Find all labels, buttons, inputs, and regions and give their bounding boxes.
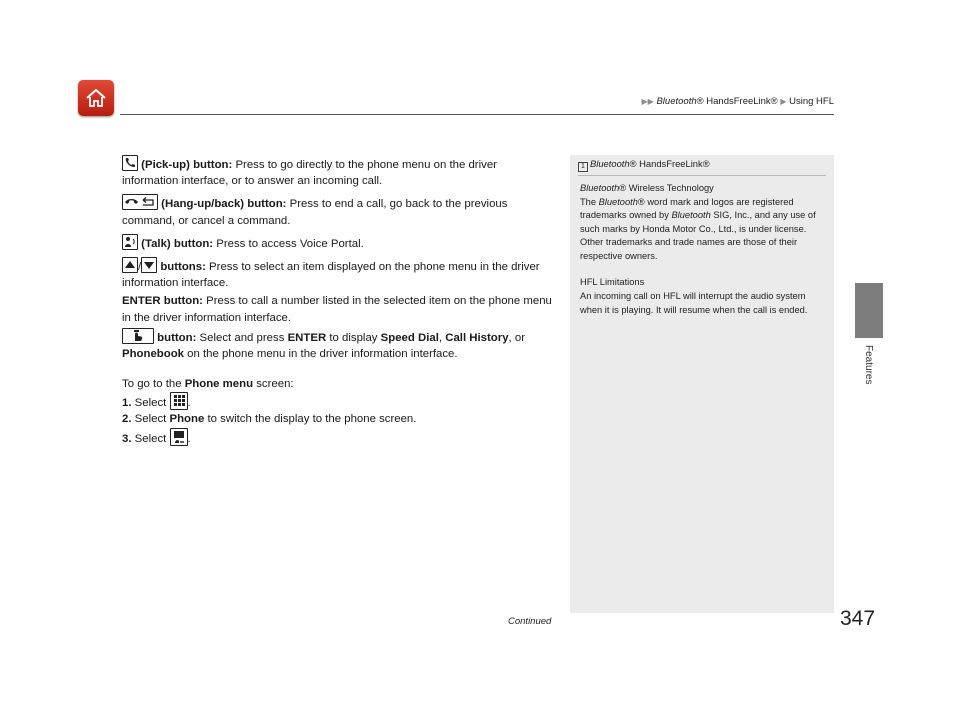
updown-paragraph: / buttons: Press to select an item displayed on the phone menu in the driver information interface. xyxy=(122,257,552,291)
pickup-key xyxy=(122,155,138,171)
step-1: 1. Select . xyxy=(122,392,552,411)
note-p2: The Bluetooth® word mark and logos are registered trademarks owned by Bluetooth SIG, Inc., and any use of such marks by Honda Motor Co., Ltd., is under license. Other trademarks and trade names are those of their respective owners. xyxy=(580,196,816,261)
hangup-back-icon xyxy=(123,195,157,209)
section-tab-label: Features xyxy=(863,345,874,385)
section-tab[interactable] xyxy=(855,283,883,338)
phone-pickup-icon xyxy=(123,156,137,170)
goto-paragraph: To go to the Phone menu screen: xyxy=(122,378,294,391)
talk-icon xyxy=(123,235,137,249)
phone-screen-icon xyxy=(171,429,187,445)
note-p3-title: HFL Limitations xyxy=(580,277,645,288)
home-icon xyxy=(84,87,108,109)
down-arrow-icon xyxy=(142,258,156,272)
talk-paragraph: (Talk) button: Press to access Voice Portal. xyxy=(122,234,552,252)
enter-paragraph: ENTER button: Press to call a number listed in the selected item on the phone menu in the driver information interface. xyxy=(122,295,552,324)
hangup-paragraph: (Hang-up/back) button: Press to end a call, go back to the previous command, or cancel a command. xyxy=(122,194,552,228)
breadcrumb-using-hfl[interactable]: Using HFL xyxy=(789,96,834,107)
thumbwheel-key xyxy=(122,328,154,344)
step-3: 3. Select . xyxy=(122,428,552,447)
note-reference-mark: 1 xyxy=(578,162,588,172)
breadcrumb: ▶▶ Bluetooth® HandsFreeLink® ▶ Using HFL xyxy=(641,96,834,107)
breadcrumb-arrow-icon: ▶▶ xyxy=(641,97,654,106)
hangup-key xyxy=(122,194,158,210)
pickup-paragraph: (Pick-up) button: Press to go directly to the phone menu on the driver information interface, or to answer an incoming call. xyxy=(122,155,552,189)
home-button[interactable] xyxy=(78,80,114,116)
thumbwheel-icon xyxy=(123,329,153,343)
breadcrumb-handsfreelink[interactable]: HandsFreeLink® xyxy=(703,96,778,107)
page-number: 347 xyxy=(840,607,876,630)
note-p1: Bluetooth® Wireless Technology xyxy=(580,183,714,193)
note-p3-text: An incoming call on HFL will interrupt the audio system when it is playing. It will resume when the call is ended. xyxy=(580,290,808,315)
step-2: 2. Select Phone to switch the display to the phone screen. xyxy=(122,413,417,426)
talk-key xyxy=(122,234,138,250)
up-key xyxy=(122,257,138,273)
main-content xyxy=(122,155,552,447)
breadcrumb-arrow-icon: ▶ xyxy=(780,97,787,106)
down-key xyxy=(141,257,157,273)
thumb-paragraph: button: Select and press ENTER to display Speed Dial, Call History, or Phonebook on the phone menu in the driver information interface. xyxy=(122,328,552,362)
up-arrow-icon xyxy=(123,258,137,272)
note-body xyxy=(570,176,834,317)
apps-grid-icon xyxy=(171,393,187,409)
breadcrumb-bluetooth[interactable]: Bluetooth xyxy=(656,96,697,107)
note-panel xyxy=(570,155,834,613)
continued-label: Continued xyxy=(508,616,552,627)
note-heading: 1 Bluetooth® HandsFreeLink® xyxy=(578,158,826,176)
apps-key xyxy=(170,392,188,410)
header-rule xyxy=(120,114,834,115)
phone-screen-key xyxy=(170,428,188,446)
